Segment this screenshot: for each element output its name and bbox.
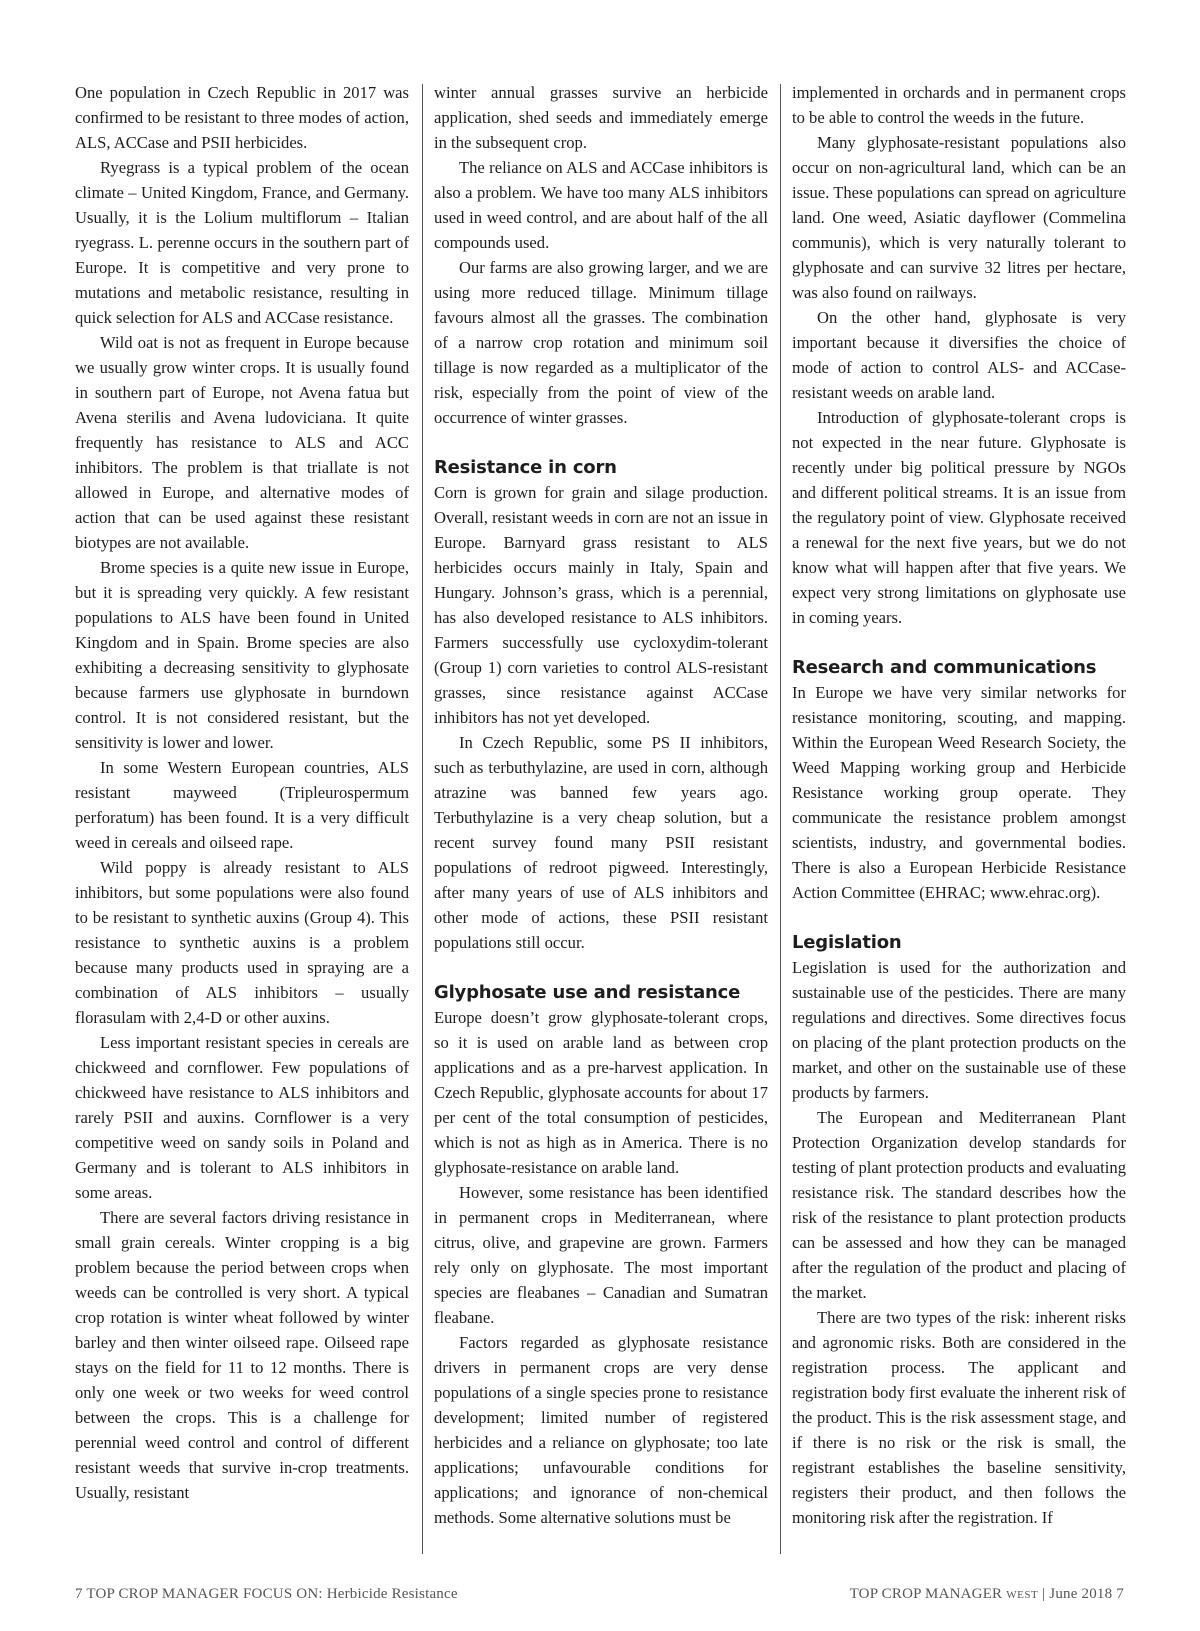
paragraph: winter annual grasses survive an herbicide application, shed seeds and immediately emerge in the subsequent crop. bbox=[434, 83, 768, 152]
paragraph: Ryegrass is a typical problem of the ocean climate – United Kingdom, France, and Germany. Usually, it is the Lolium multiflorum – Italian ryegrass. L. perenne occurs in the southern part of Europe. It is competitive and very prone to mutations and metabolic resistance, resulting in quick selection for ALS and ACCase resistance. bbox=[75, 158, 409, 327]
paragraph: In Europe we have very similar networks for resistance monitoring, scouting, and mapping. Within the European Weed Research Society, the Weed Mapping working group and Herbicide Resistance working group operate. They communicate the resistance problem amongst scientists, industry, and governmental bodies. There is also a European Herbicide Resistance Action Committee (EHRAC; www.ehrac.org). bbox=[792, 683, 1126, 902]
footer-brand: TOP CROP MANAGER bbox=[849, 1586, 1003, 1602]
article-column-1 bbox=[75, 80, 409, 1505]
paragraph: Factors regarded as glyphosate resistance drivers in permanent crops are very dense populations of a single species prone to resistance development; limited number of registered herbicides and a reliance on glyphosate; too late applications; unfavourable conditions for applications; and ignorance of non-chemical methods. Some alternative solutions must be bbox=[434, 1333, 768, 1527]
section-heading: Legislation bbox=[792, 932, 902, 953]
paragraph: Corn is grown for grain and silage production. Overall, resistant weeds in corn are not an issue in Europe. Barnyard grass resistant to ALS herbicides occurs mainly in Italy, Spain and Hungary. Johnson’s grass, which is a perennial, has also developed resistance to ALS inhibitors. Farmers successfully use cycloxydim-tolerant (Group 1) corn varieties to control ALS-resistant grasses, since resistance against ACCase inhibitors has not yet developed. bbox=[434, 483, 768, 727]
paragraph: Wild poppy is already resistant to ALS inhibitors, but some populations were also found to be resistant to synthetic auxins (Group 4). This resistance to synthetic auxins is a problem because many products used in spraying are a combination of ALS inhibitors – usually florasulam with 2,4-D or other auxins. bbox=[75, 858, 409, 1027]
paragraph: In some Western European countries, ALS resistant mayweed (Tripleurospermum perforatum) has been found. It is a very difficult weed in cereals and oilseed rape. bbox=[75, 758, 409, 852]
footer-left-folio: 7 TOP CROP MANAGER FOCUS ON: Herbicide Resistance bbox=[75, 1586, 458, 1602]
paragraph: However, some resistance has been identified in permanent crops in Mediterranean, where citrus, olive, and grapevine are grown. Farmers rely only on glyphosate. The most important species are fleabanes – Canadian and Sumatran fleabane. bbox=[434, 1183, 768, 1327]
paragraph: In Czech Republic, some PS II inhibitors, such as terbuthylazine, are used in corn, although atrazine was banned few years ago. Terbuthylazine is a very cheap solution, but a recent survey found many PSII resistant populations of redroot pigweed. Interestingly, after many years of use of ALS inhibitors and other mode of actions, these PSII resistant populations still occur. bbox=[434, 733, 768, 952]
paragraph: One population in Czech Republic in 2017 was confirmed to be resistant to three modes of action, ALS, ACCase and PSII herbicides. bbox=[75, 83, 409, 152]
paragraph: There are several factors driving resistance in small grain cereals. Winter cropping is a big problem because the period between crops when weeds can be controlled is very short. A typical crop rotation is winter wheat followed by winter barley and then winter oilseed rape. Oilseed rape stays on the field for 11 to 12 months. There is only one week or two weeks for weed control between the crops. This is a challenge for perennial weed control and control of different resistant weeds that survive in-crop treatments. Usually, resistant bbox=[75, 1208, 409, 1502]
section-heading: Resistance in corn bbox=[434, 457, 617, 478]
paragraph: The European and Mediterranean Plant Protection Organization develop standards for testing of plant protection products and evaluating resistance risk. The standard describes how the risk of the resistance to plant protection products can be assessed and how they can be managed after the regulation of the product and placing of the market. bbox=[792, 1108, 1126, 1302]
footer-date: | June 2018 7 bbox=[1038, 1586, 1124, 1602]
paragraph: Wild oat is not as frequent in Europe because we usually grow winter crops. It is usually found in southern part of Europe, not Avena fatua but Avena sterilis and Avena ludoviciana. It quite frequently has resistance to ALS and ACC inhibitors. The problem is that triallate is not allowed in Europe, and alternative modes of action that can be used against these resistant biotypes are not available. bbox=[75, 333, 409, 552]
paragraph: On the other hand, glyphosate is very important because it diversifies the choice of mode of action to control ALS- and ACCase-resistant weeds on arable land. bbox=[792, 308, 1126, 402]
column-divider bbox=[780, 84, 781, 1554]
section-heading: Glyphosate use and resistance bbox=[434, 982, 741, 1003]
article-column-3 bbox=[792, 80, 1126, 1530]
paragraph: Introduction of glyphosate-tolerant crops is not expected in the near future. Glyphosate is recently under big political pressure by NGOs and different political streams. It is an issue from the regulatory point of view. Glyphosate received a renewal for the next five years, but we do not know what will happen after that five years. We expect very strong limitations on glyphosate use in coming years. bbox=[792, 408, 1126, 627]
footer-edition: WEST bbox=[1006, 1589, 1039, 1601]
paragraph: Brome species is a quite new issue in Europe, but it is spreading very quickly. A few resistant populations to ALS have been found in United Kingdom and in Spain. Brome species are also exhibiting a decreasing sensitivity to glyphosate because farmers use glyphosate in burndown control. It is not considered resistant, but the sensitivity is lower and lower. bbox=[75, 558, 409, 752]
paragraph: Many glyphosate-resistant populations also occur on non-agricultural land, which can be an issue. These populations can spread on agriculture land. One weed, Asiatic dayflower (Commelina communis), which is very naturally tolerant to glyphosate and can survive 32 litres per hectare, was also found on railways. bbox=[792, 133, 1126, 302]
paragraph: The reliance on ALS and ACCase inhibitors is also a problem. We have too many ALS inhibitors used in weed control, and are about half of the all compounds used. bbox=[434, 158, 768, 252]
paragraph: There are two types of the risk: inherent risks and agronomic risks. Both are considered in the registration process. The applicant and registration body first evaluate the inherent risk of the product. This is the risk assessment stage, and if there is no risk or the risk is small, the registrant establishes the baseline sensitivity, registers their product, and then follows the monitoring risk after the registration. If bbox=[792, 1308, 1126, 1527]
paragraph: implemented in orchards and in permanent crops to be able to control the weeds in the future. bbox=[792, 83, 1126, 127]
paragraph: Legislation is used for the authorization and sustainable use of the pesticides. There are many regulations and directives. Some directives focus on placing of the plant protection products on the market, and other on the sustainable use of these products by farmers. bbox=[792, 958, 1126, 1102]
article-column-2 bbox=[434, 80, 768, 1530]
section-heading: Research and communications bbox=[792, 657, 1097, 678]
paragraph: Europe doesn’t grow glyphosate-tolerant crops, so it is used on arable land as between crop applications and as a pre-harvest application. In Czech Republic, glyphosate accounts for about 17 per cent of the total consumption of pesticides, which is not as high as in America. There is no glyphosate-resistance on arable land. bbox=[434, 1008, 768, 1177]
footer-right-folio bbox=[850, 1586, 1124, 1603]
paragraph: Less important resistant species in cereals are chickweed and cornflower. Few populations of chickweed have resistance to ALS inhibitors and rarely PSII and auxins. Cornflower is a very competitive weed on sandy soils in Poland and Germany and is tolerant to ALS inhibitors in some areas. bbox=[75, 1033, 409, 1202]
paragraph: Our farms are also growing larger, and we are using more reduced tillage. Minimum tillage favours almost all the grasses. The combination of a narrow crop rotation and minimum soil tillage is now regarded as a multiplicator of the risk, especially from the point of view of the occurrence of winter grasses. bbox=[434, 258, 768, 427]
column-divider bbox=[422, 84, 423, 1554]
